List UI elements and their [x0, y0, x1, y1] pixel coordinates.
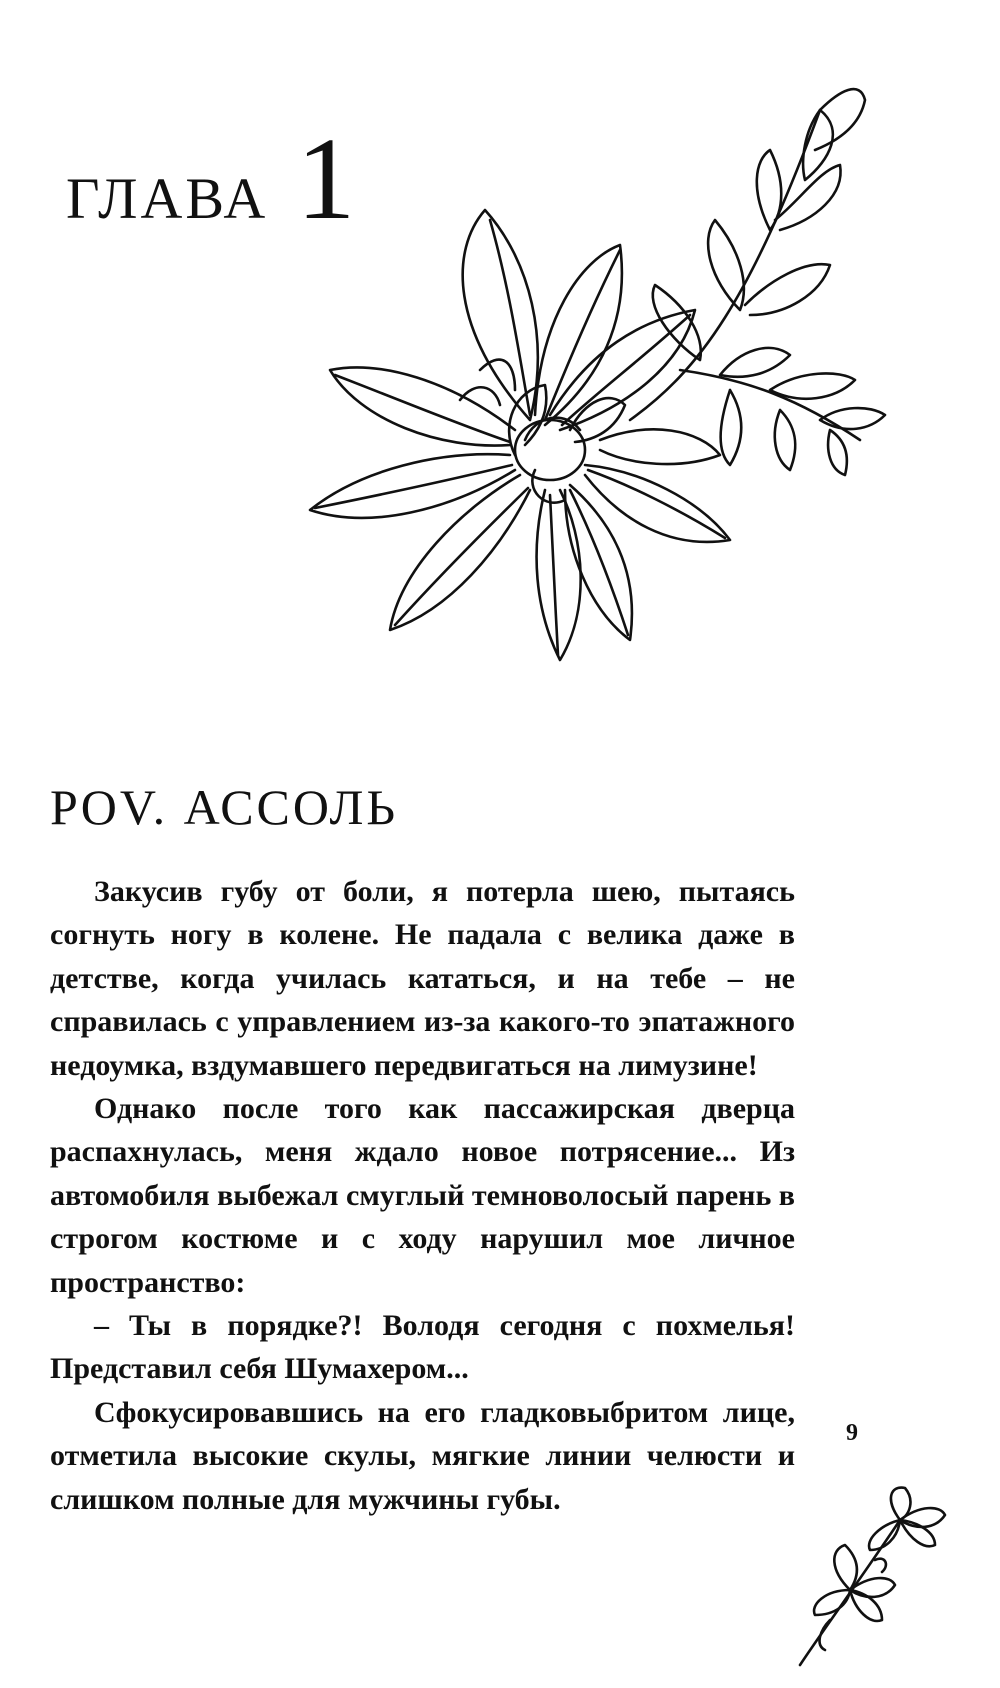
- paragraph: – Ты в порядке?! Володя сегодня с похмелья! Представил себя Шумахером...: [50, 1309, 795, 1386]
- section-title: POV. АССОЛЬ: [50, 779, 399, 835]
- body-text: [50, 870, 795, 1521]
- paragraph: Однако после того как пассажирская дверца распахнулась, меня ждало новое потрясение... Из автомобиля выбежал смуглый темноволосый парень в строгом костюме и с ходу нарушил мое личное пространство:: [50, 1092, 796, 1299]
- chapter-label: ГЛАВА: [66, 166, 269, 231]
- flower-illustration-icon: [300, 70, 910, 670]
- paragraph: Сфокусировавшись на его гладковыбритом лице, отметила высокие скулы, мягкие линии челюсти и слишком полные для мужчины губы.: [50, 1395, 795, 1516]
- chapter-number: 1: [296, 113, 356, 244]
- small-flower-icon: [790, 1480, 950, 1670]
- paragraph: Закусив губу от боли, я потерла шею, пытаясь согнуть ногу в колене. Не падала с велика даже в детстве, когда училась кататься, и на тебе – не справилась с управлением из-за какого-то эпатажного недоумка, вздумавшего передвигаться на лимузине!: [50, 875, 795, 1082]
- page-number: 9: [846, 1420, 858, 1446]
